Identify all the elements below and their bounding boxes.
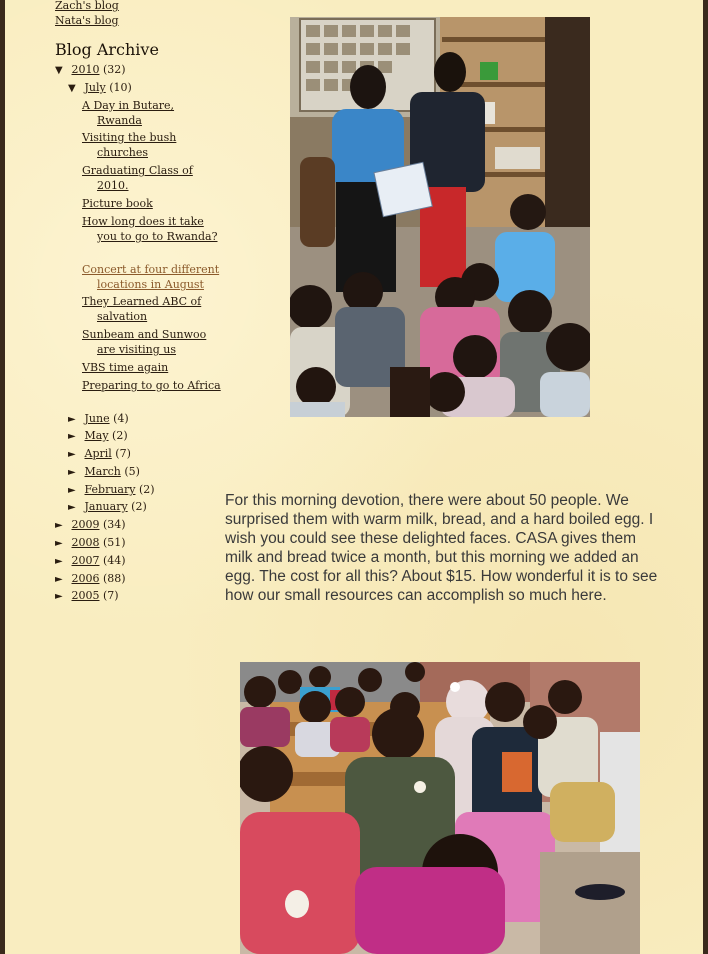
post-photo-children-eggs[interactable] bbox=[240, 662, 640, 954]
archive-year[interactable] bbox=[55, 518, 126, 531]
post-link[interactable]: Graduating Class of 2010. bbox=[82, 164, 193, 192]
expand-toggle-icon[interactable]: ▼ bbox=[55, 65, 63, 76]
archive-count: (2) bbox=[112, 429, 128, 442]
expand-toggle-icon[interactable]: ► bbox=[55, 520, 63, 531]
archive-year[interactable] bbox=[55, 589, 119, 602]
blog-page bbox=[5, 0, 703, 954]
expand-toggle-icon[interactable]: ► bbox=[68, 431, 76, 442]
archive-count: (34) bbox=[103, 518, 126, 531]
archive-count: (7) bbox=[115, 447, 131, 460]
expand-toggle-icon[interactable]: ▼ bbox=[68, 83, 76, 94]
archive-year-link[interactable]: 2005 bbox=[71, 589, 100, 602]
expand-toggle-icon[interactable]: ► bbox=[68, 467, 76, 478]
children-eggs-photo-image bbox=[240, 662, 640, 954]
archive-year-2010[interactable] bbox=[55, 63, 126, 76]
archive-year[interactable] bbox=[55, 554, 126, 567]
archive-month-link[interactable]: March bbox=[84, 465, 121, 478]
expand-toggle-icon[interactable]: ► bbox=[55, 538, 63, 549]
post-link[interactable]: A Day in Butare, Rwanda bbox=[82, 99, 175, 127]
post-photo-classroom[interactable] bbox=[290, 17, 590, 417]
archive-count: (32) bbox=[103, 63, 126, 76]
expand-toggle-icon[interactable]: ► bbox=[68, 449, 76, 460]
archive-count: (2) bbox=[138, 483, 155, 496]
post-link[interactable]: Sunbeam and Sunwoo are visiting us bbox=[82, 328, 207, 356]
archive-month[interactable] bbox=[68, 429, 128, 442]
post-link[interactable]: Preparing to go to Africa bbox=[82, 379, 221, 392]
archive-year-link[interactable]: 2007 bbox=[71, 554, 100, 567]
archive-year-link[interactable]: 2006 bbox=[71, 572, 100, 585]
post-link[interactable]: VBS time again bbox=[82, 361, 169, 374]
blogroll-link-zach[interactable]: Zach's blog bbox=[55, 0, 119, 12]
post-link[interactable]: Picture book bbox=[82, 197, 153, 210]
archive-month-link[interactable]: May bbox=[84, 429, 109, 442]
post-paragraph: For this morning devotion, there were about 50 people. We surprised them with warm milk, bread, and a hard boiled egg. I wish you could see these delighted faces. CASA gives them milk and bread twice a month, but this morning we added an egg. The cost for all this? About $15. How wonderful it is to see how our small resources can accomplish so much here. bbox=[225, 492, 658, 604]
expand-toggle-icon[interactable]: ► bbox=[55, 574, 63, 585]
archive-month-link[interactable]: June bbox=[84, 412, 110, 425]
archive-year-link[interactable]: 2010 bbox=[71, 63, 100, 76]
expand-toggle-icon[interactable]: ► bbox=[68, 502, 76, 513]
archive-month-link[interactable]: July bbox=[84, 81, 106, 94]
classroom-photo-image bbox=[290, 17, 590, 417]
archive-count: (2) bbox=[131, 500, 147, 513]
post-link[interactable]: They Learned ABC of salvation bbox=[82, 295, 202, 323]
archive-count: (5) bbox=[124, 465, 140, 478]
archive-count: (10) bbox=[109, 81, 132, 94]
post-link[interactable]: How long does it take you to go to Rwanda? bbox=[82, 215, 218, 243]
archive-month[interactable] bbox=[68, 500, 147, 513]
archive-count: (4) bbox=[113, 412, 129, 425]
expand-toggle-icon[interactable]: ► bbox=[68, 485, 76, 496]
archive-month[interactable] bbox=[68, 465, 140, 478]
archive-month-link[interactable]: January bbox=[84, 500, 128, 513]
archive-count: (7) bbox=[103, 589, 119, 602]
expand-toggle-icon[interactable]: ► bbox=[68, 414, 76, 425]
archive-month-link[interactable]: April bbox=[84, 447, 112, 460]
archive-month[interactable] bbox=[68, 483, 155, 496]
archive-count: (51) bbox=[103, 536, 126, 549]
post-link-visited[interactable]: Concert at four different locations in August bbox=[82, 263, 220, 291]
archive-title: Blog Archive bbox=[55, 40, 159, 59]
archive-month-july[interactable] bbox=[68, 81, 132, 94]
archive-count: (44) bbox=[103, 554, 126, 567]
archive-year[interactable] bbox=[55, 536, 126, 549]
expand-toggle-icon[interactable]: ► bbox=[55, 556, 63, 567]
archive-year[interactable] bbox=[55, 572, 126, 585]
expand-toggle-icon[interactable]: ► bbox=[55, 591, 63, 602]
archive-year-link[interactable]: 2009 bbox=[71, 518, 100, 531]
blogroll-link-nata[interactable]: Nata's blog bbox=[55, 14, 119, 27]
post-link[interactable]: Visiting the bush churches bbox=[82, 131, 177, 159]
archive-month[interactable] bbox=[68, 447, 131, 460]
archive-count: (88) bbox=[103, 572, 126, 585]
archive-month-link[interactable]: February bbox=[84, 483, 136, 496]
archive-month[interactable] bbox=[68, 412, 129, 425]
archive-year-link[interactable]: 2008 bbox=[71, 536, 100, 549]
